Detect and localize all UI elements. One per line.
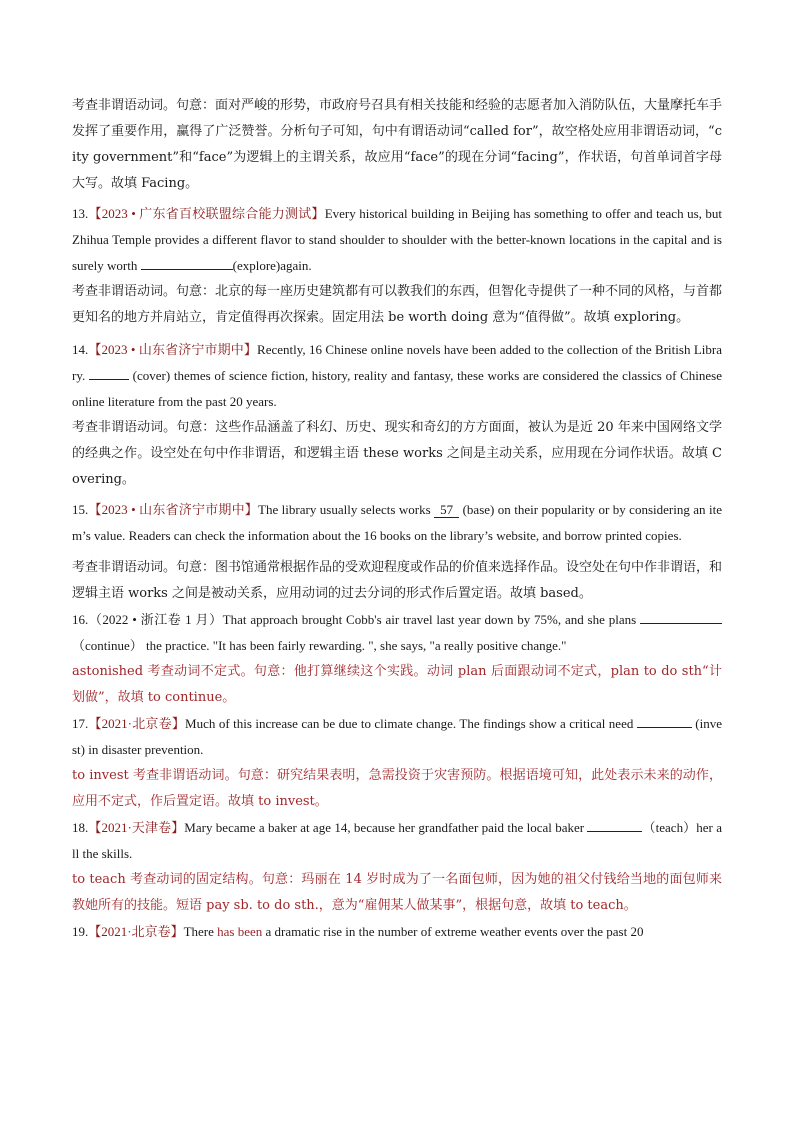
question-number: 19. (72, 924, 89, 939)
document-page (72, 93, 722, 945)
answer-explanation: 考查动词不定式。句意：他打算继续这个实践。动词 plan 后面跟动词不定式，plan to do sth“计划做”，故填 to continue。 (72, 664, 722, 705)
highlighted-text: has been (217, 924, 263, 939)
answer-explanation: 考查动词的固定结构。句意：玛丽在 14 岁时成为了一名面包师，因为她的祖父付钱给当地的面包师来教她所有的技能。短语 pay sb. to do sth.，意为“雇佣某人做某事”，根据句意，故填 to teach。 (72, 872, 722, 913)
question-16 (72, 607, 722, 659)
answer-blank-filled[interactable]: 57 (434, 502, 459, 518)
question-text: (cover) themes of science fiction, history, reality and fantasy, these works are considered the classics of Chinese online literature from the past 20 years. (72, 368, 722, 409)
answer-15: 考查非谓语动词。句意：图书馆通常根据作品的受欢迎程度或作品的价值来选择作品。设空处在句中作非谓语，和逻辑主语 works 之间是被动关系，应用动词的过去分词的形式作后置定语。故填 based。 (72, 560, 723, 601)
question-19 (72, 919, 722, 945)
question-number: 15. (72, 502, 89, 517)
question-text: (base) on their popularity or by considering an item’s value. Readers can check the information about the 16 books on the library’s website, and borrow printed copies. (72, 502, 723, 543)
question-number: 14. (72, 342, 89, 357)
question-15 (72, 497, 722, 549)
question-source: 【2023 • 山东省济宁市期中】 (88, 342, 258, 357)
answer-explanation: 考查非谓语动词。句意：研究结果表明，急需投资于灾害预防。根据语境可知，此处表示未来的动作，应用不定式，作后置定语。故填 to invest。 (72, 768, 722, 809)
question-18 (72, 815, 722, 867)
answer-word: to teach (72, 872, 131, 887)
question-number: 18. (72, 820, 89, 835)
question-text: The library usually selects works (258, 502, 435, 517)
question-source: 【2021·天津卷】 (88, 820, 185, 835)
question-text: There (183, 924, 218, 939)
answer-13: 考查非谓语动词。句意：北京的每一座历史建筑都有可以教我们的东西，但智化寺提供了一种不同的风格，与首都更知名的地方并肩站立，肯定值得再次探索。固定用法 be worth doing 意为“值得做”。故填 exploring。 (72, 284, 723, 325)
answer-18 (72, 867, 722, 919)
question-text: Mary became a baker at age 14, because her grandfather paid the local baker (184, 820, 588, 835)
answer-16 (72, 659, 722, 711)
question-number: 13. (72, 206, 89, 221)
answer-17 (72, 763, 722, 815)
answer-blank[interactable] (637, 713, 692, 728)
question-14 (72, 337, 722, 415)
question-text: (invest) in disaster prevention. (72, 716, 722, 757)
question-source: 【2021·北京卷】 (88, 716, 186, 731)
answer-blank[interactable] (89, 365, 129, 380)
question-source: 【2021·北京卷】 (88, 924, 184, 939)
answer-12: 考查非谓语动词。句意：面对严峻的形势，市政府号召具有相关技能和经验的志愿者加入消防队伍，大量摩托车手发挥了重要作用，赢得了广泛赞誉。分析句子可知，句中有谓语动词“called for”，故空格处应用非谓语动词，“city government”和“face”为逻辑上的主谓关系，故应用“face”的现在分词“facing”，作状语，句首单词首字母大写。故填 Facing。 (72, 98, 723, 191)
question-text: Every historical building in Beijing has something to offer and teach us, but Zhihua Temple provides a different flavor to stand shoulder to shoulder with the better-known locations in the capital and is surely worth (72, 206, 722, 273)
question-text: （teach）her all the skills. (72, 820, 722, 861)
question-source: 【2023 • 山东省济宁市期中】 (88, 502, 258, 517)
question-source: （2022 • 浙江卷 1 月） (88, 612, 223, 627)
question-source: 【2023 • 广东省百校联盟综合能力测试】 (88, 206, 325, 221)
question-text: (explore)again. (232, 258, 312, 273)
answer-word: to invest (72, 768, 133, 783)
answer-word: astonished (72, 664, 148, 679)
answer-blank[interactable] (640, 609, 722, 624)
question-number: 16. (72, 612, 89, 627)
question-text: a dramatic rise in the number of extreme weather events over the past 20 (262, 924, 644, 939)
question-text: （continue） the practice. "It has been fairly rewarding. ", she says, "a really positive change." (72, 638, 567, 653)
answer-blank[interactable] (141, 255, 233, 270)
question-text: Recently, 16 Chinese online novels have been added to the collection of the British Library. (72, 342, 722, 383)
answer-14: 考查非谓语动词。句意：这些作品涵盖了科幻、历史、现实和奇幻的方方面面，被认为是近 20 年来中国网络文学的经典之作。设空处在句中作非谓语，和逻辑主语 these works 之间是主动关系，应用现在分词作状语。故填 Covering。 (72, 420, 722, 487)
answer-blank[interactable] (587, 817, 642, 832)
question-text: Much of this increase can be due to climate change. The findings show a critical need (185, 716, 637, 731)
question-17 (72, 711, 722, 763)
question-13 (72, 201, 722, 279)
question-number: 17. (72, 716, 89, 731)
question-text: That approach brought Cobb's air travel last year down by 75%, and she plans (222, 612, 640, 627)
